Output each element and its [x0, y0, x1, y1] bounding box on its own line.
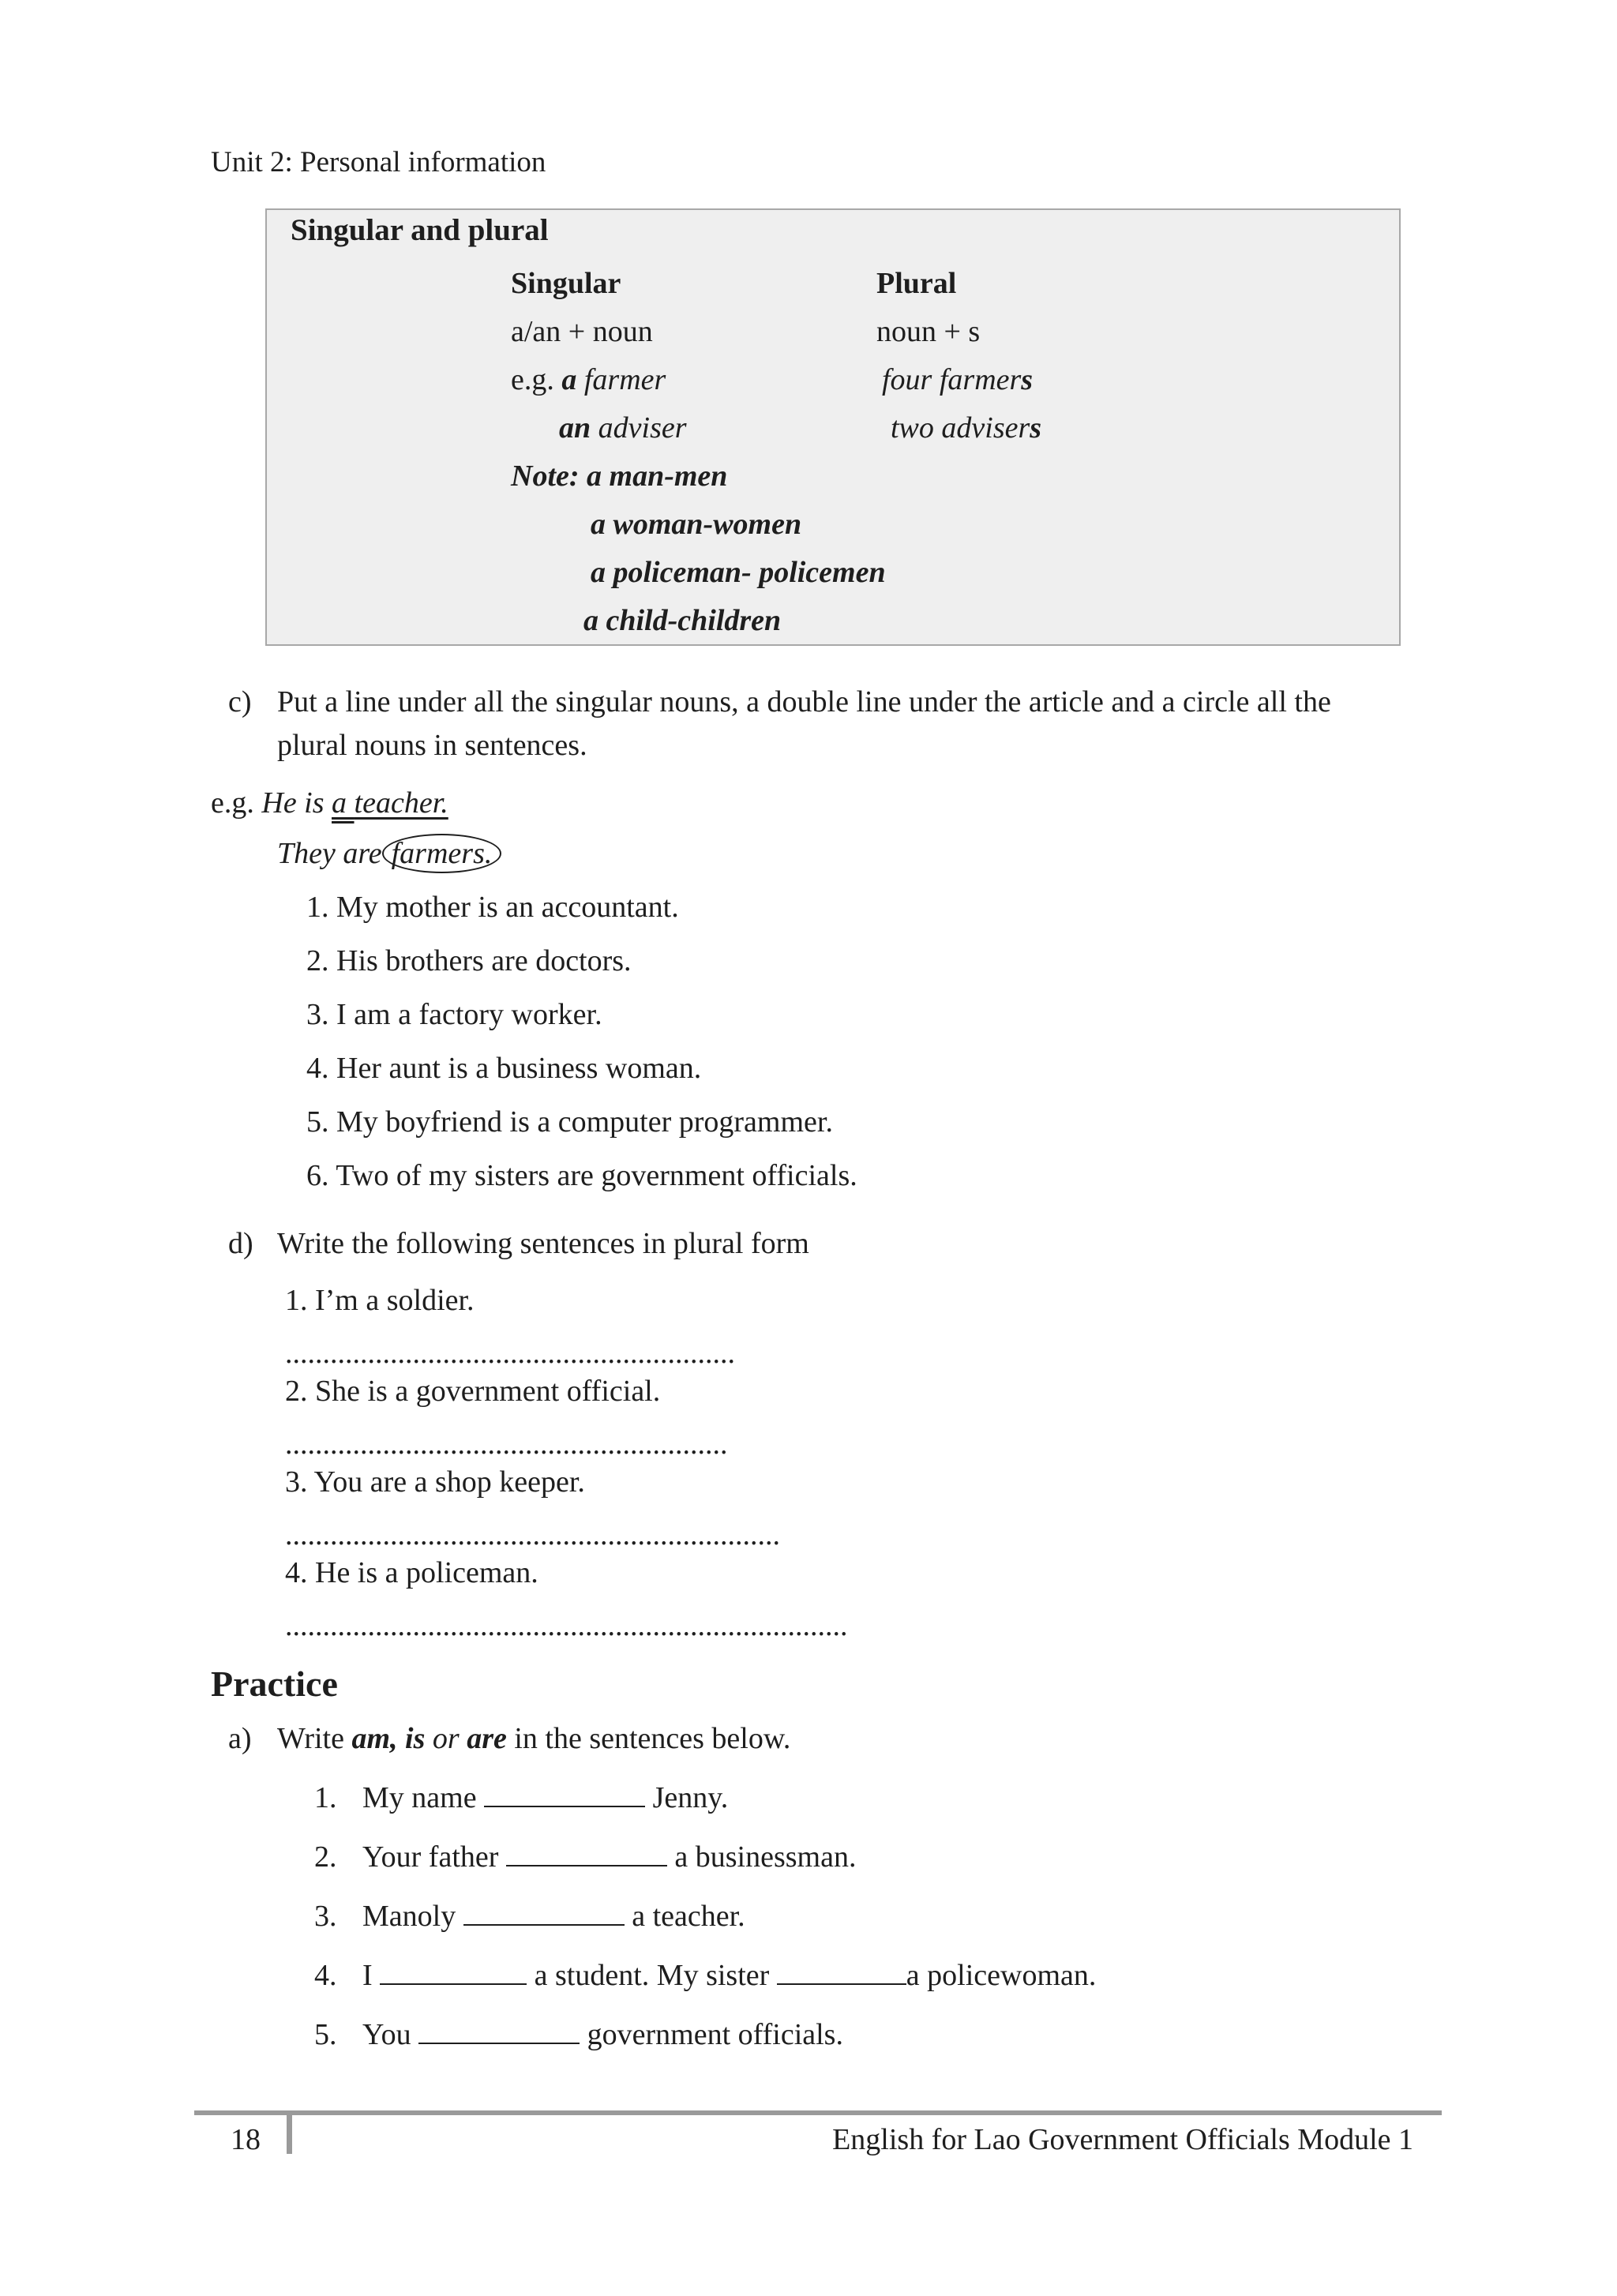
plural-rule: noun + s: [876, 315, 981, 348]
eg-label: e.g.: [211, 786, 254, 820]
note-line-3: a policeman- policemen: [591, 556, 886, 589]
example-text: They are: [277, 837, 382, 870]
footer-rule: [194, 2110, 1442, 2115]
blank-gap[interactable]: [418, 2017, 580, 2044]
practice-item: [362, 2017, 843, 2054]
plural-heading: Plural: [876, 267, 957, 300]
note-line-4: a child-children: [583, 604, 782, 637]
item-text: Jenny.: [652, 1781, 729, 1814]
plural-base: four farmer: [882, 363, 1022, 396]
plural-suffix: s: [1030, 411, 1042, 445]
item-text: a policewoman.: [906, 1959, 1097, 1992]
exercise-c-item: 3. I am a factory worker.: [306, 998, 602, 1031]
noun-adviser: adviser: [591, 411, 687, 445]
exercise-d-marker: d): [228, 1227, 253, 1260]
exercise-d-sentence: 2. She is a government official.: [285, 1375, 661, 1408]
exercise-c-item: 5. My boyfriend is a computer programmer.: [306, 1105, 833, 1139]
exercise-d-answer-line[interactable]: ...........................................................: [285, 1427, 728, 1461]
practice-item: [362, 1780, 728, 1817]
plural-example-2: [891, 411, 1041, 447]
grammar-box-title: Singular and plural: [291, 213, 549, 247]
practice-item: [362, 1958, 1096, 1994]
exercise-d-instruction: Write the following sentences in plural form: [277, 1227, 809, 1260]
practice-item-number: 1.: [314, 1781, 337, 1814]
exercise-c-item: 1. My mother is an accountant.: [306, 891, 679, 924]
blank-gap[interactable]: [463, 1899, 625, 1926]
singular-example-2: [559, 411, 687, 447]
practice-a-instruction: [277, 1721, 790, 1758]
blank-gap[interactable]: [484, 1780, 645, 1807]
practice-heading: Practice: [211, 1664, 338, 1704]
page-number: 18: [231, 2123, 261, 2156]
practice-item: [362, 1840, 856, 1876]
item-text: I: [362, 1959, 373, 1992]
exercise-c-instruction-2: plural nouns in sentences.: [277, 729, 587, 762]
item-text: Manoly: [362, 1900, 456, 1933]
item-text: My name: [362, 1781, 477, 1814]
practice-item-number: 2.: [314, 1840, 337, 1874]
exercise-d-sentence: 4. He is a policeman.: [285, 1556, 538, 1589]
instruction-text: Write: [277, 1722, 344, 1755]
note-line-2: a woman-women: [591, 508, 802, 541]
word-or: or: [432, 1722, 460, 1755]
example-article: a: [332, 786, 355, 820]
item-text: a student. My sister: [534, 1959, 770, 1992]
blank-gap[interactable]: [506, 1840, 667, 1866]
eg-label: e.g.: [511, 363, 554, 396]
exercise-d-sentence: 3. You are a shop keeper.: [285, 1465, 585, 1499]
exercise-c-item: 4. Her aunt is a business woman.: [306, 1052, 702, 1085]
exercise-c-marker: c): [228, 685, 252, 718]
exercise-c-item: 6. Two of my sisters are government officials.: [306, 1159, 857, 1192]
item-text: a teacher.: [632, 1900, 745, 1933]
noun-farmer: farmer: [576, 363, 666, 396]
practice-item-number: 5.: [314, 2018, 337, 2051]
exercise-c-example-2: [277, 836, 501, 872]
exercise-d-sentence: 1. I’m a soldier.: [285, 1284, 475, 1317]
instruction-text: in the sentences below.: [514, 1722, 791, 1755]
word-are: are: [467, 1722, 507, 1755]
book-title: English for Lao Government Officials Module 1: [832, 2123, 1413, 2156]
singular-rule: a/an + noun: [511, 315, 653, 348]
practice-item-number: 3.: [314, 1900, 337, 1933]
footer-divider: [287, 2113, 292, 2154]
article-a: a: [561, 363, 577, 396]
article-an: an: [559, 411, 591, 445]
item-text: government officials.: [587, 2018, 843, 2051]
exercise-c-item: 2. His brothers are doctors.: [306, 944, 632, 977]
plural-suffix: s: [1021, 363, 1034, 396]
plural-example-1: [882, 362, 1033, 399]
exercise-d-answer-line[interactable]: ..................................................................: [285, 1518, 780, 1551]
item-text: You: [362, 2018, 411, 2051]
plural-base: two adviser: [891, 411, 1030, 445]
note-line-1: Note: a man-men: [511, 460, 728, 493]
item-text: Your father: [362, 1840, 499, 1874]
practice-item: [362, 1899, 745, 1935]
example-noun: teacher.: [354, 786, 448, 820]
item-text: a businessman.: [674, 1840, 857, 1874]
exercise-c-instruction-1: Put a line under all the singular nouns, a double line under the article and a circle all the: [277, 685, 1331, 718]
exercise-d-answer-line[interactable]: ............................................................: [285, 1337, 735, 1370]
blank-gap[interactable]: [380, 1958, 527, 1985]
unit-title: Unit 2: Personal information: [211, 146, 546, 178]
practice-a-marker: a): [228, 1722, 252, 1755]
singular-example-1: [511, 362, 666, 399]
exercise-c-example-1: [211, 786, 448, 822]
singular-heading: Singular: [511, 267, 621, 300]
blank-gap[interactable]: [777, 1958, 906, 1985]
practice-item-number: 4.: [314, 1959, 337, 1992]
example-plural-noun-circled: farmers.: [382, 834, 502, 873]
exercise-d-answer-line[interactable]: ...........................................................................: [285, 1609, 848, 1642]
example-text: He is: [261, 786, 325, 820]
word-am-is: am, is: [351, 1722, 426, 1755]
